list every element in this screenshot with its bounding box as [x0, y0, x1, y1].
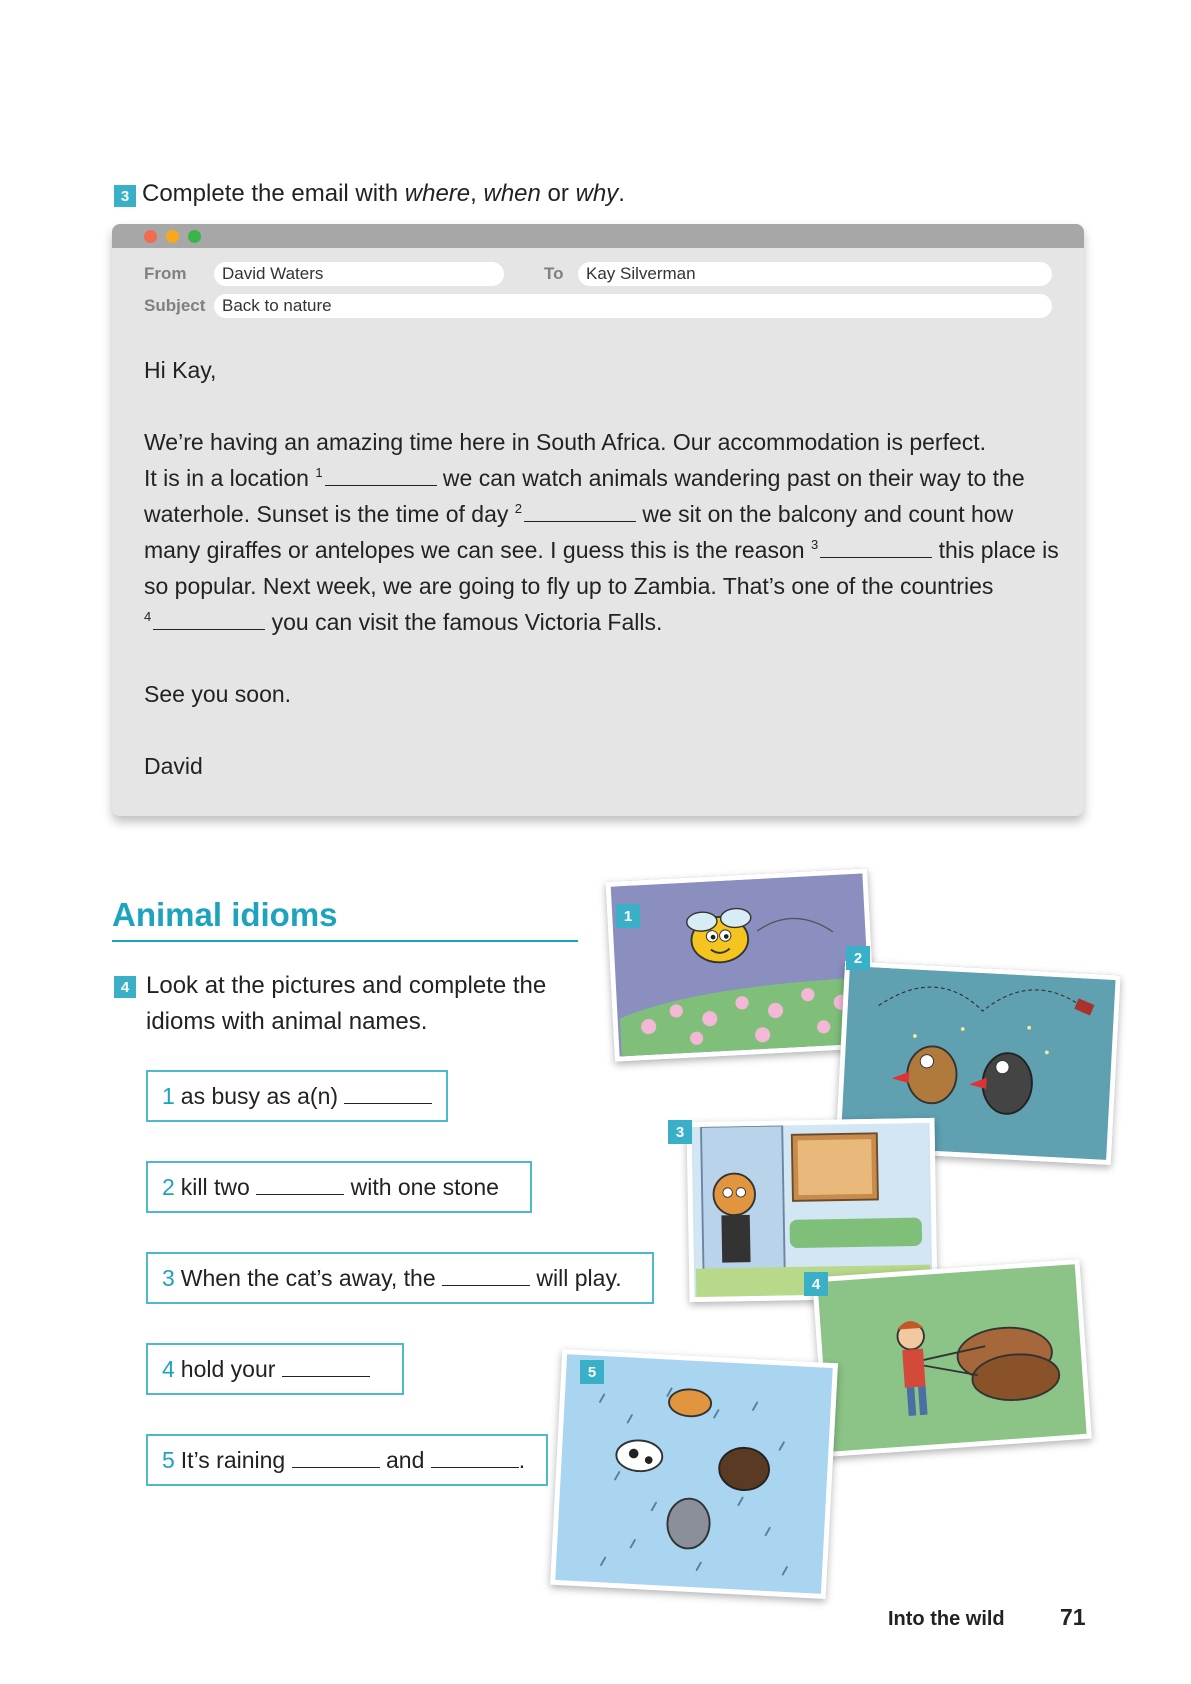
minimize-dot-icon — [166, 230, 179, 243]
idiom-box-5: 5 It’s raining and . — [146, 1434, 548, 1486]
email-line: many giraffes or antelopes we can see. I guess this is the reason $^3$ this place is — [144, 537, 1059, 563]
gap-number: 4 — [144, 609, 152, 625]
email-line: waterhole. Sunset is the time of day $^2$ we sit on the balcony and count how — [144, 501, 1014, 527]
gap-number: 2 — [514, 501, 522, 517]
picture-4-horses — [812, 1259, 1092, 1457]
section-rule — [112, 940, 578, 942]
picture-3-tag: 3 — [668, 1120, 692, 1144]
gap-1-blank[interactable] — [325, 464, 437, 486]
email-title-bar — [112, 224, 1084, 248]
idiom-2-blank[interactable] — [256, 1175, 344, 1195]
exercise-3-number: 3 — [114, 185, 136, 207]
idiom-box-1: 1 as busy as a(n) — [146, 1070, 448, 1122]
idiom-3-blank[interactable] — [442, 1266, 530, 1286]
subject-label: Subject — [144, 296, 206, 315]
from-label: From — [144, 264, 187, 283]
gap-number: 3 — [810, 537, 819, 553]
idiom-4-blank[interactable] — [282, 1357, 370, 1377]
gap-4-blank[interactable] — [153, 608, 265, 630]
gap-number: 1 — [315, 465, 323, 481]
maximize-dot-icon — [188, 230, 201, 243]
exercise-4-number: 4 — [114, 976, 136, 998]
email-greeting: Hi Kay, — [144, 357, 217, 383]
section-title: Animal idioms — [112, 896, 338, 933]
idiom-1-blank[interactable] — [344, 1084, 432, 1104]
email-closing: See you soon. — [144, 681, 292, 707]
idiom-5a-blank[interactable] — [292, 1448, 380, 1468]
idiom-box-3: 3 When the cat’s away, the will play. — [146, 1252, 654, 1304]
idiom-box-4: 4 hold your — [146, 1343, 404, 1395]
from-field[interactable]: David Waters — [214, 262, 504, 286]
bee-flowers-icon — [611, 874, 872, 1057]
close-dot-icon — [144, 230, 157, 243]
email-line: $^4$ you can visit the famous Victoria Falls. — [144, 609, 663, 635]
email-line: so popular. Next week, we are going to fly up to Zambia. That’s one of the countries — [144, 573, 994, 599]
word-where: where — [404, 180, 471, 207]
email-body — [144, 352, 1064, 784]
idiom-box-2: 2 kill two with one stone — [146, 1161, 532, 1213]
subject-field[interactable]: Back to nature — [214, 294, 1052, 318]
exercise-3-instruction: Complete the email with where, when or why. — [142, 180, 625, 207]
to-field[interactable]: Kay Silverman — [578, 262, 1052, 286]
email-signature: David — [144, 753, 203, 779]
word-why: why — [575, 180, 619, 207]
email-line: It is in a location $^1$ we can watch animals wandering past on their way to the — [144, 465, 1025, 491]
gap-2-blank[interactable] — [524, 500, 636, 522]
page-number: 71 — [1060, 1604, 1086, 1630]
unit-title: Into the wild — [888, 1608, 1005, 1630]
word-when: when — [483, 180, 541, 207]
picture-1-tag: 1 — [616, 904, 640, 928]
picture-5-tag: 5 — [580, 1360, 604, 1384]
email-window — [112, 224, 1084, 816]
cats-dogs-rain-icon — [555, 1354, 832, 1594]
picture-2-tag: 2 — [846, 946, 870, 970]
picture-1-bee — [605, 868, 876, 1061]
to-label: To — [544, 264, 564, 283]
picture-4-tag: 4 — [804, 1272, 828, 1296]
idiom-5b-blank[interactable] — [431, 1448, 519, 1468]
gap-3-blank[interactable] — [820, 536, 932, 558]
exercise-4-instruction: Look at the pictures and complete the idioms with animal names. — [146, 972, 547, 1035]
picture-5-rain — [550, 1349, 838, 1599]
email-line: We’re having an amazing time here in South Africa. Our accommodation is perfect. — [144, 429, 987, 455]
boy-horses-icon — [817, 1264, 1086, 1452]
